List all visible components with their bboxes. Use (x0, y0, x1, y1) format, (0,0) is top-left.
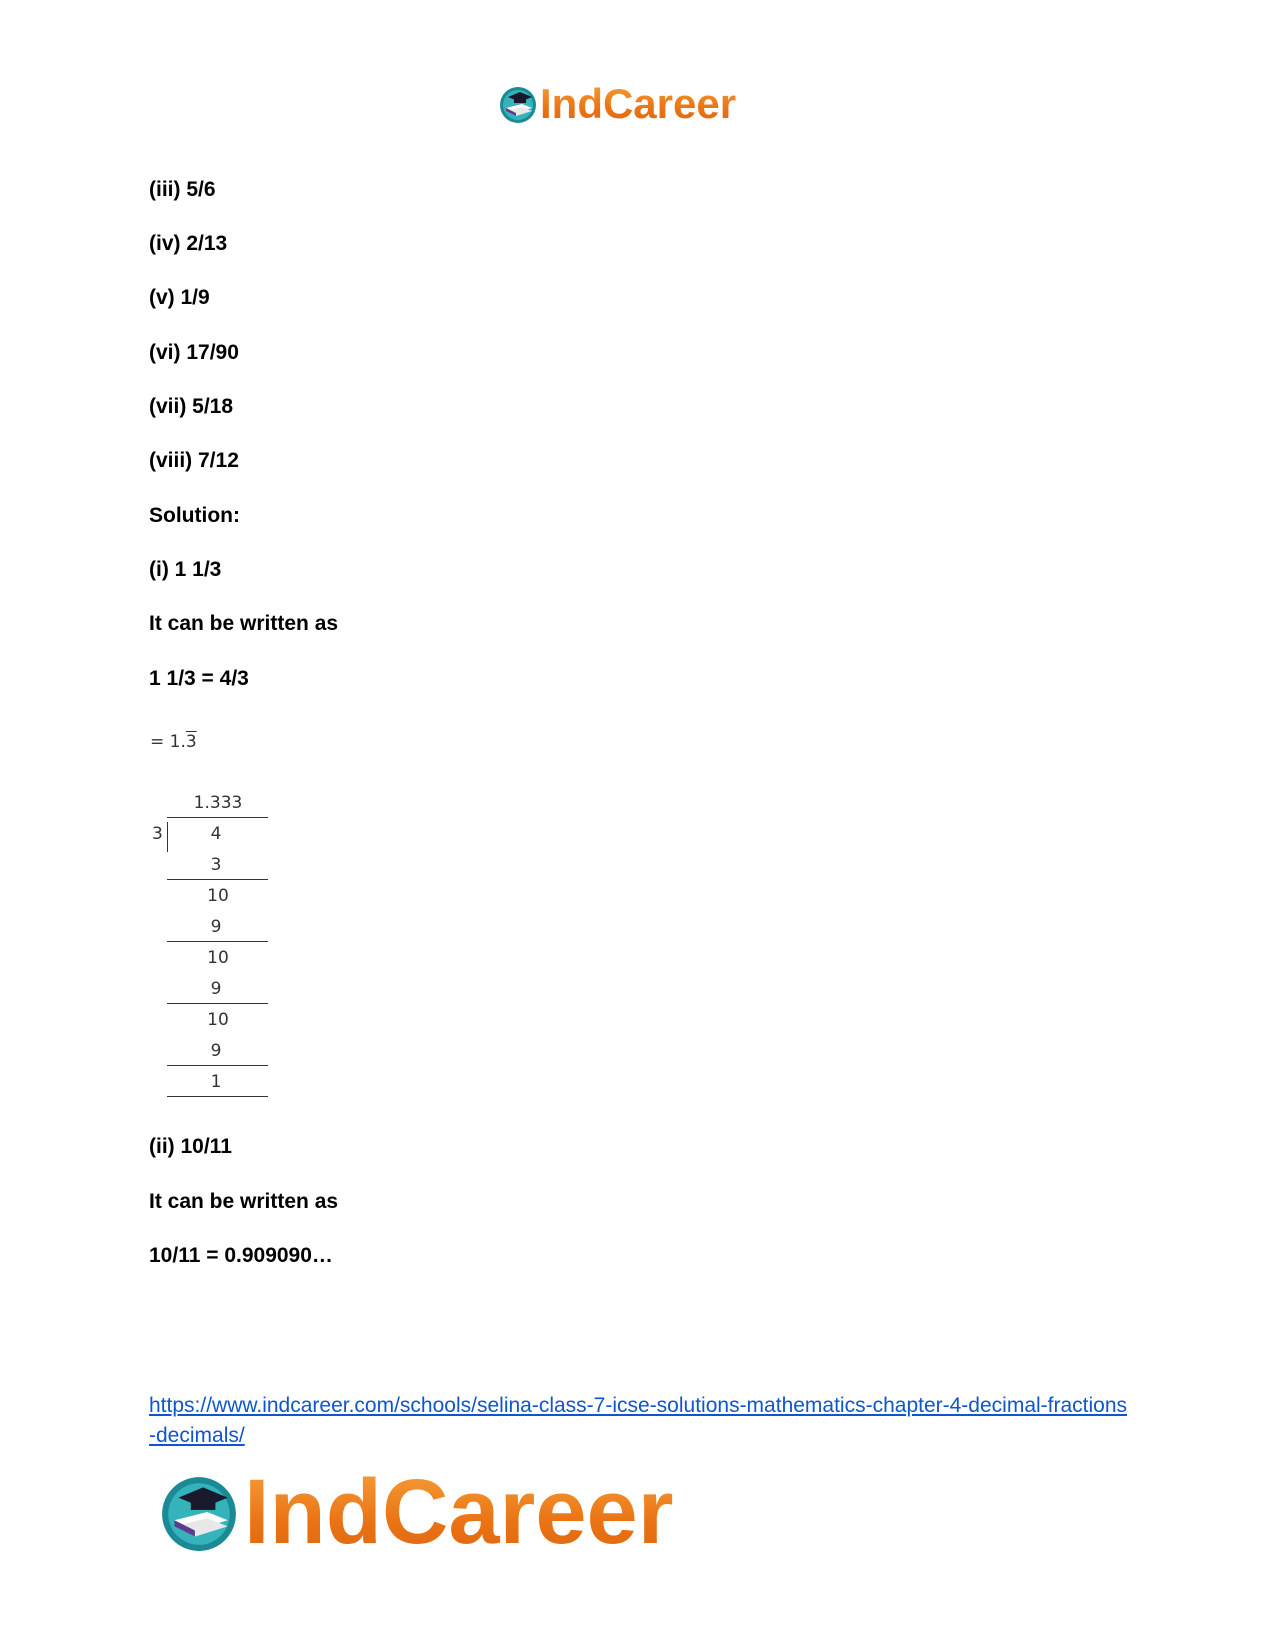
division-rule (167, 1065, 268, 1066)
division-step: 10 (207, 948, 229, 968)
part-ii-equation: 10/11 = 0.909090… (149, 1244, 333, 1267)
divisor: 3 (152, 824, 163, 844)
result-repeat-digit: 3 (185, 732, 197, 752)
indcareer-logo-bottom (158, 1462, 674, 1562)
division-rule (167, 941, 268, 942)
graduation-book-icon (158, 1471, 240, 1553)
logo-text: IndCareer (244, 1461, 674, 1563)
division-step: 10 (207, 1010, 229, 1030)
part-i-label: (i) 1 1/3 (149, 558, 222, 581)
division-step: 10 (207, 886, 229, 906)
item-iii: (iii) 5/6 (149, 178, 216, 201)
graduation-book-icon (498, 84, 538, 124)
part-ii-label: (ii) 10/11 (149, 1135, 232, 1158)
logo-text: IndCareer (540, 80, 737, 127)
part-ii-text: It can be written as (149, 1190, 339, 1213)
item-vi: (vi) 17/90 (149, 341, 239, 364)
quotient: 1.333 (193, 793, 243, 813)
result-prefix: = 1. (150, 732, 186, 752)
recurring-result (150, 732, 197, 752)
item-vii: (vii) 5/18 (149, 395, 234, 418)
division-step: 3 (210, 855, 222, 875)
division-rule (167, 1096, 268, 1097)
source-url-link[interactable]: https://www.indcareer.com/schools/selina-class-7-icse-solutions-mathematics-chapter-4-decimal-fractions-decimals/ (149, 1394, 1128, 1447)
division-step: 9 (210, 979, 222, 999)
division-step: 4 (210, 824, 222, 844)
item-viii: (viii) 7/12 (149, 449, 239, 472)
indcareer-logo-top (498, 80, 736, 128)
part-i-text: It can be written as (149, 612, 339, 635)
division-remainder: 1 (210, 1072, 222, 1092)
solution-heading: Solution: (149, 504, 240, 527)
division-step: 9 (210, 917, 222, 937)
division-rule (167, 879, 268, 880)
part-i-equation: 1 1/3 = 4/3 (149, 667, 249, 690)
division-rule (167, 1003, 268, 1004)
division-bar (167, 817, 268, 818)
item-v: (v) 1/9 (149, 286, 210, 309)
item-iv: (iv) 2/13 (149, 232, 228, 255)
division-step: 9 (210, 1041, 222, 1061)
